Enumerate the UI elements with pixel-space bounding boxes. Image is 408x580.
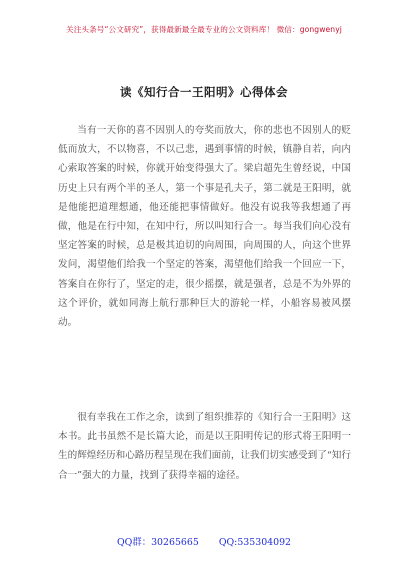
- header-banner: 关注头条号“公文研究”，获得最新最全最专业的公文资料库！ 微信：gongwenyj: [66, 25, 342, 34]
- document-title: 读《知行合一王阳明》心得体会: [120, 85, 288, 99]
- footer-contact: [0, 534, 408, 548]
- footer-qq: QQ:535304092: [218, 537, 292, 548]
- footer-qq-group: QQ群：30265665: [116, 537, 199, 548]
- paragraph-1: 当有一天你的喜不因别人的夸奖而放大，你的悲也不因别人的贬低而放大，不以物喜，不以己悲，遇到事情的时候，镇静自若，向内心索取答案的时候，你就开始变得强大了。梁启超先生曾经说，中国历史上只有两个半的圣人，第一个事是孔夫子，第二就是王阳明，就是他能把道理想通，他还能把事情做好。他没有说我等我想通了再做，他是在行中知，在知中行，所以叫知行合一。每当我们向心没有坚定答案的时候，总是极其迫切的向周围，向周围的人，向这个世界发问，渴望他们给我一个坚定的答案，渴望他们给我一个回应一下，答案自在你行了，坚定的走，很少摇摆，就是强者，总是不为外界的这个评价，就如同海上航行那种巨大的游轮一样，小船容易被风摆动。: [58, 125, 351, 329]
- paragraph-2: 很有幸我在工作之余，读到了组织推荐的《知行合一王阳明》这本书。此书虽然不是长篇大论，而是以王阳明传记的形式将王阳明一生的辉煌经历和心路历程呈现在我们面前，让我们切实感受到了“知行合一”强大的力量，找到了获得幸福的途径。: [58, 412, 351, 481]
